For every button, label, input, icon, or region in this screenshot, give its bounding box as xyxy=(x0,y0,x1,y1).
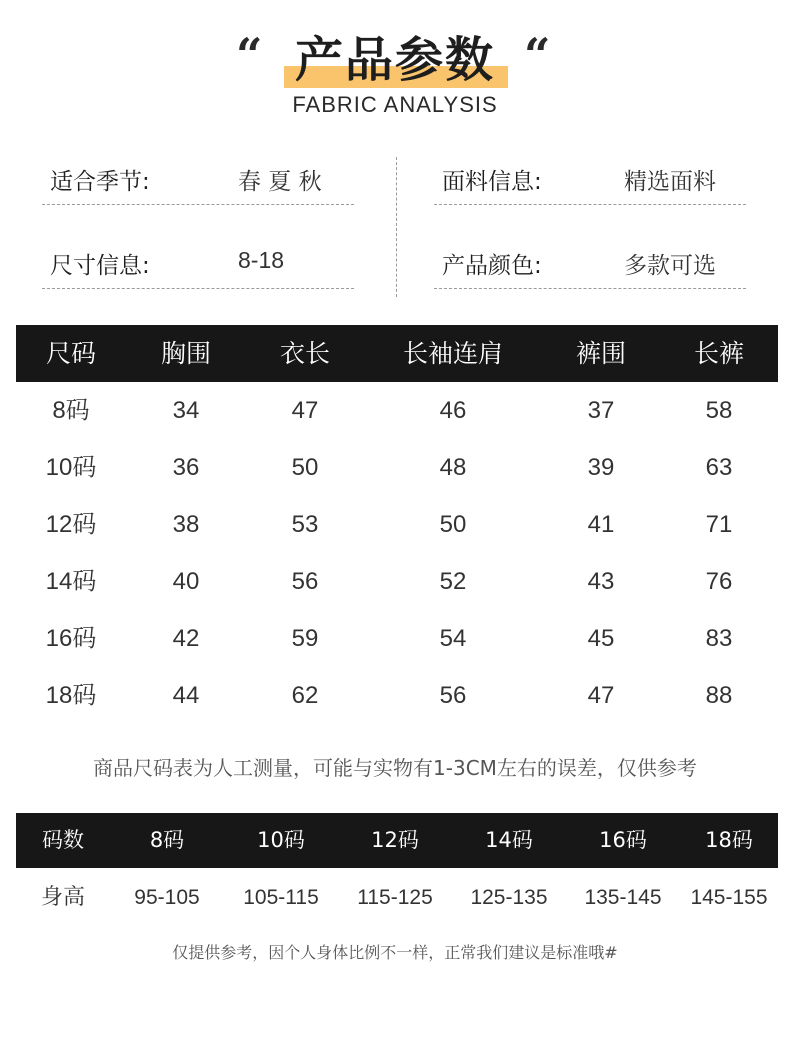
info-season-value: 春 夏 秋 xyxy=(238,169,322,195)
table-cell: 40 xyxy=(172,568,200,595)
col-header-chest: 胸围 xyxy=(160,339,211,368)
table-row xyxy=(16,496,778,553)
table-cell: 58 xyxy=(705,397,733,424)
info-fabric xyxy=(434,155,746,205)
table-cell: 34 xyxy=(172,397,200,424)
table-cell: 105-115 xyxy=(243,886,319,909)
col-header-size: 尺码 xyxy=(45,339,96,368)
table-cell: 47 xyxy=(587,682,615,709)
info-size xyxy=(42,239,354,289)
table-cell: 38 xyxy=(172,511,200,538)
title-wrap xyxy=(280,30,510,90)
info-block xyxy=(0,155,790,300)
table-cell: 145-155 xyxy=(690,886,768,909)
table-cell: 41 xyxy=(587,511,615,538)
col-header-length: 衣长 xyxy=(279,339,330,368)
table-cell: 95-105 xyxy=(134,886,200,909)
table-row xyxy=(16,382,778,439)
col-header: 18码 xyxy=(705,828,753,852)
info-fabric-value: 精选面料 xyxy=(624,169,716,195)
table-cell: 43 xyxy=(587,568,615,595)
table-cell: 12码 xyxy=(45,511,97,538)
col-header: 12码 xyxy=(371,828,419,852)
table-cell: 83 xyxy=(705,625,733,652)
table-row xyxy=(16,553,778,610)
table-cell: 46 xyxy=(439,397,467,424)
table-cell: 36 xyxy=(172,454,200,481)
table-cell: 59 xyxy=(291,625,319,652)
size-table-header xyxy=(16,325,778,382)
page-subtitle: FABRIC ANALYSIS xyxy=(292,92,498,117)
info-color-label: 产品颜色: xyxy=(442,253,542,279)
col-header: 10码 xyxy=(257,828,305,852)
size-table xyxy=(16,325,778,724)
table-cell: 47 xyxy=(291,397,319,424)
col-header: 8码 xyxy=(149,828,185,852)
table-cell: 125-135 xyxy=(470,886,548,909)
table-cell: 50 xyxy=(439,511,467,538)
quote-open-mark: “ xyxy=(236,28,257,82)
table-cell: 71 xyxy=(705,511,733,538)
table-row xyxy=(16,439,778,496)
info-season-label: 适合季节: xyxy=(50,169,150,195)
info-season xyxy=(42,155,354,205)
table-cell: 50 xyxy=(291,454,319,481)
quote-close-mark: “ xyxy=(524,28,545,82)
measurement-note: 商品尺码表为人工测量，可能与实物有1-3CM左右的误差，仅供参考 xyxy=(93,756,697,780)
col-header-pants-waist: 裤围 xyxy=(575,339,626,368)
col-header: 14码 xyxy=(485,828,533,852)
table-cell: 52 xyxy=(439,568,467,595)
table-cell: 56 xyxy=(439,682,467,709)
table-cell: 115-125 xyxy=(357,886,433,909)
height-table-header xyxy=(16,813,778,868)
col-header-sleeve: 长袖连肩 xyxy=(402,339,503,368)
table-row xyxy=(16,868,778,928)
table-cell: 54 xyxy=(439,625,467,652)
table-cell: 42 xyxy=(172,625,200,652)
table-cell: 14码 xyxy=(45,568,97,595)
info-size-value: 8-18 xyxy=(238,247,285,273)
table-row xyxy=(16,610,778,667)
height-table xyxy=(16,813,778,928)
table-cell: 18码 xyxy=(45,682,97,709)
table-cell: 8码 xyxy=(52,397,90,424)
table-cell: 44 xyxy=(172,682,200,709)
table-cell: 37 xyxy=(587,397,615,424)
table-cell: 48 xyxy=(439,454,467,481)
table-cell: 45 xyxy=(587,625,615,652)
table-cell: 62 xyxy=(291,682,319,709)
table-cell: 16码 xyxy=(45,625,97,652)
info-fabric-label: 面料信息: xyxy=(442,169,542,195)
info-color-value: 多款可选 xyxy=(624,253,716,279)
table-cell: 53 xyxy=(291,511,319,538)
table-cell: 135-145 xyxy=(584,886,662,909)
info-divider xyxy=(396,157,397,297)
page-title: 产品参数 xyxy=(294,32,495,88)
reference-note: 仅提供参考，因个人身体比例不一样，正常我们建议是标准哦# xyxy=(172,943,618,962)
table-cell: 10码 xyxy=(45,454,97,481)
table-cell: 63 xyxy=(705,454,733,481)
table-cell: 88 xyxy=(705,682,733,709)
col-header-pants-length: 长裤 xyxy=(693,339,744,368)
col-header-code: 码数 xyxy=(42,828,84,852)
info-size-label: 尺寸信息: xyxy=(50,253,150,279)
row-header-height: 身高 xyxy=(40,885,85,910)
table-row xyxy=(16,667,778,724)
table-cell: 76 xyxy=(705,568,733,595)
table-cell: 56 xyxy=(291,568,319,595)
col-header: 16码 xyxy=(599,828,647,852)
title-block xyxy=(0,22,790,122)
table-cell: 39 xyxy=(587,454,615,481)
info-color xyxy=(434,239,746,289)
